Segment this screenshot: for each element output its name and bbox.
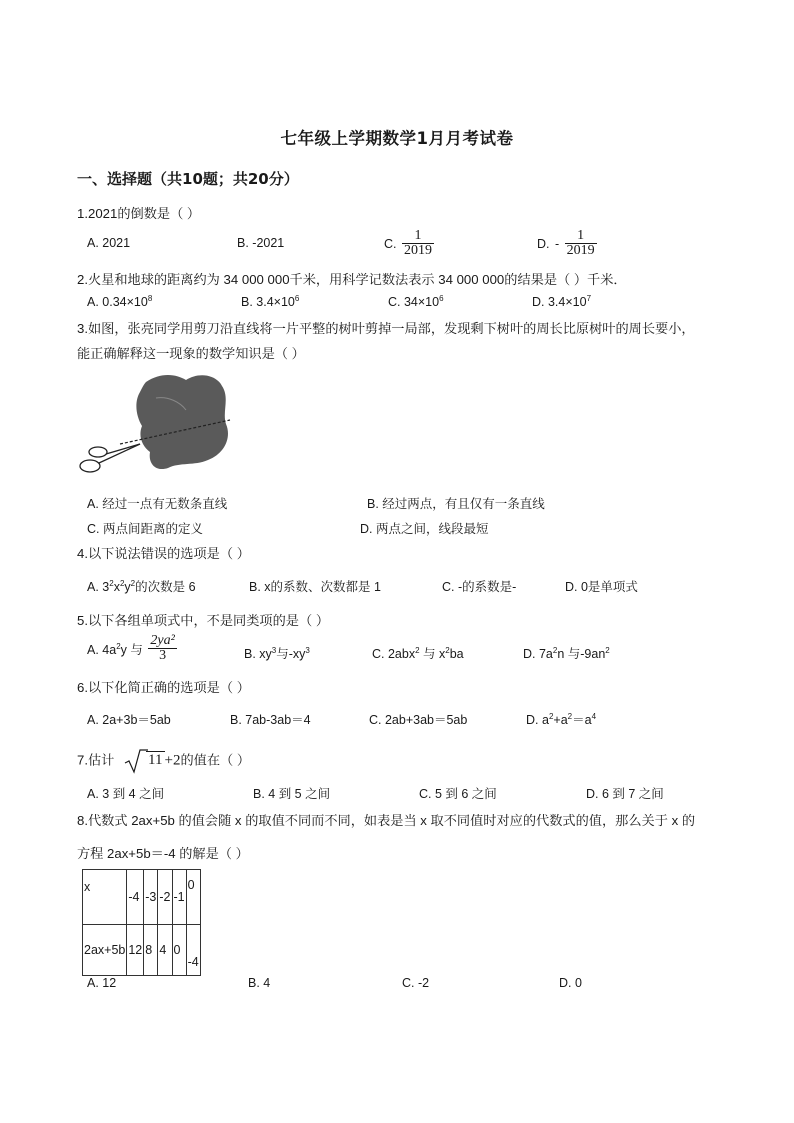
exponent: 2 xyxy=(116,641,121,651)
plus-term: +2 xyxy=(164,752,181,769)
question-3-stem-line1: 3.如图，张亮同学用剪刀沿直线将一片平整的树叶剪掉一局部，发现剩下树叶的周长比原树叶的周长要小， xyxy=(77,321,695,336)
page-title: 七年级上学期数学1月月考试卷 xyxy=(280,129,514,148)
table-header-cell: 2ax+5b xyxy=(83,925,127,976)
option-text: ＝a xyxy=(572,713,592,727)
option-text: A. 3 xyxy=(87,580,110,594)
exponent: 2 xyxy=(119,578,125,588)
q7-option-b: B. 4 到 5 之间 xyxy=(253,787,331,801)
question-6-stem: 6.以下化简正确的选项是（ ） xyxy=(77,680,250,695)
q8-option-c: C. -2 xyxy=(402,976,430,990)
option-text: x xyxy=(113,580,120,594)
option-text xyxy=(87,643,143,657)
option-text: D. a xyxy=(526,713,549,727)
table-row xyxy=(83,870,201,925)
option-text: D. 7a xyxy=(523,647,553,661)
q5-option-a-fraction xyxy=(148,634,176,663)
fraction-denominator: 3 xyxy=(159,648,167,663)
question-2-stem: 2.火星和地球的距离约为 34 000 000千米，用科学记数法表示 34 000 000的结果是（ ）千米． xyxy=(77,272,627,287)
q7-option-a: A. 3 到 4 之间 xyxy=(87,787,165,801)
q3-option-b: B. 经过两点，有且仅有一条直线 xyxy=(367,497,545,511)
option-text: D. 3.4×10 xyxy=(532,295,587,309)
q7-option-d: D. 6 到 7 之间 xyxy=(586,787,664,801)
q5-option-c xyxy=(372,644,464,662)
q3-option-d: D. 两点之间，线段最短 xyxy=(360,522,489,536)
sqrt-expression xyxy=(124,748,180,774)
fraction-denominator: 2019 xyxy=(403,243,432,258)
q4-option-d: D. 0是单项式 xyxy=(565,580,638,594)
table-cell: 12 xyxy=(127,925,144,976)
fraction-denominator: 2019 xyxy=(566,243,595,258)
exponent: 8 xyxy=(147,293,153,303)
radical-sign xyxy=(124,748,148,774)
stem-text: 的值在（ ） xyxy=(180,752,251,768)
leaf-shape xyxy=(136,375,228,469)
q1-option-c-label: C. xyxy=(384,236,397,251)
q2-option-d xyxy=(532,295,591,309)
exponent: 6 xyxy=(439,293,444,303)
option-text: 与 x xyxy=(419,647,446,661)
table-header-cell: x xyxy=(83,870,127,925)
option-text: B. 3.4×10 xyxy=(241,295,295,309)
table-cell: -4 xyxy=(127,870,144,925)
question-4-stem: 4.以下说法错误的选项是（ ） xyxy=(77,546,250,561)
option-text: 的次数是 6 xyxy=(135,580,196,594)
table-cell: 0 xyxy=(172,925,186,976)
q3-option-c: C. 两点间距离的定义 xyxy=(87,522,203,536)
question-1-stem: 1.2021的倒数是（ ） xyxy=(77,206,201,221)
exponent: 3 xyxy=(271,645,277,655)
q1-option-d-sign: - xyxy=(554,236,560,251)
option-text: y 与 xyxy=(120,642,143,657)
q8-option-a: A. 12 xyxy=(87,976,117,990)
stem-text: 7.估计 xyxy=(77,752,115,768)
q2-option-c xyxy=(388,295,444,309)
option-text: n 与-9an xyxy=(557,647,606,661)
q1-option-d-label: D. xyxy=(537,236,550,251)
q5-option-a xyxy=(87,634,177,663)
q2-option-b xyxy=(241,295,299,309)
option-text: B. xy xyxy=(244,647,272,661)
fraction-numerator: 1 xyxy=(402,229,434,244)
exponent: 7 xyxy=(586,293,592,303)
fraction-numerator: 1 xyxy=(565,229,597,244)
option-text: C. 34×10 xyxy=(388,295,440,309)
option-text: y xyxy=(124,580,131,594)
q5-option-b xyxy=(244,644,310,662)
table-cell: -2 xyxy=(158,870,172,925)
q6-option-a: A. 2a+3b＝5ab xyxy=(87,713,171,727)
q1-option-c-fraction xyxy=(402,229,434,258)
fraction-numerator: 2ya² xyxy=(150,633,175,648)
question-8-stem-line2: 方程 2ax+5b＝-4 的解是（ ） xyxy=(77,846,249,861)
question-8-stem-line1: 8.代数式 2ax+5b 的值会随 x 的取值不同而不同，如表是当 x 取不同值时对应的代数式的值，那么关于 x 的 xyxy=(77,813,696,828)
table-cell: -4 xyxy=(186,925,200,976)
table-cell: -3 xyxy=(144,870,158,925)
exponent: 6 xyxy=(294,293,300,303)
section-heading: 一、选择题（共10题；共20分） xyxy=(77,170,299,188)
exponent: 2 xyxy=(567,711,573,721)
exponent: 2 xyxy=(130,578,136,588)
value-table xyxy=(82,869,201,976)
question-7-stem xyxy=(77,748,250,774)
q4-option-a xyxy=(87,577,196,595)
q2-option-a xyxy=(87,295,152,309)
option-text: C. 2abx xyxy=(372,647,416,661)
question-3-stem-line2: 能正确解释这一现象的数学知识是（ ） xyxy=(77,346,305,361)
q4-option-c: C. -的系数是- xyxy=(442,580,517,594)
leaf-scissors-illustration xyxy=(76,368,236,486)
q1-option-c xyxy=(384,229,434,258)
table-cell: -1 xyxy=(172,870,186,925)
scissors-icon xyxy=(80,444,140,472)
option-text: A. 0.34×10 xyxy=(87,295,148,309)
q6-option-c: C. 2ab+3ab＝5ab xyxy=(369,713,468,727)
leaf-scissors-figure xyxy=(76,368,236,491)
table-cell: 0 xyxy=(186,870,200,925)
q8-option-d: D. 0 xyxy=(559,976,582,990)
q1-option-a: A. 2021 xyxy=(87,236,131,250)
q1-option-d-fraction xyxy=(565,229,597,258)
option-text: 与-xy xyxy=(276,647,306,661)
exponent: 2 xyxy=(552,645,558,655)
option-text: +a xyxy=(553,713,568,727)
q5-option-d xyxy=(523,644,610,662)
table-cell: 8 xyxy=(144,925,158,976)
exponent: 2 xyxy=(445,645,450,655)
exponent: 3 xyxy=(305,645,310,655)
table-row xyxy=(83,925,201,976)
exponent: 2 xyxy=(548,711,554,721)
exponent: 2 xyxy=(415,645,420,655)
option-text: ba xyxy=(449,647,464,661)
table-cell: 4 xyxy=(158,925,172,976)
q1-option-d xyxy=(537,229,597,258)
exponent: 2 xyxy=(605,645,610,655)
radicand: 11 xyxy=(148,752,163,769)
q3-option-a: A. 经过一点有无数条直线 xyxy=(87,497,228,511)
q4-option-b: B. x的系数、次数都是 1 xyxy=(249,580,381,594)
question-5-stem: 5.以下各组单项式中，不是同类项的是（ ） xyxy=(77,613,330,628)
option-text: A. 4a xyxy=(87,642,117,657)
q7-option-c: C. 5 到 6 之间 xyxy=(419,787,497,801)
q6-option-d xyxy=(526,710,596,728)
exponent: 2 xyxy=(109,578,114,588)
q1-option-b: B. -2021 xyxy=(237,236,285,250)
q8-option-b: B. 4 xyxy=(248,976,271,990)
exponent: 4 xyxy=(591,711,597,721)
q6-option-b: B. 7ab-3ab＝4 xyxy=(230,713,311,727)
